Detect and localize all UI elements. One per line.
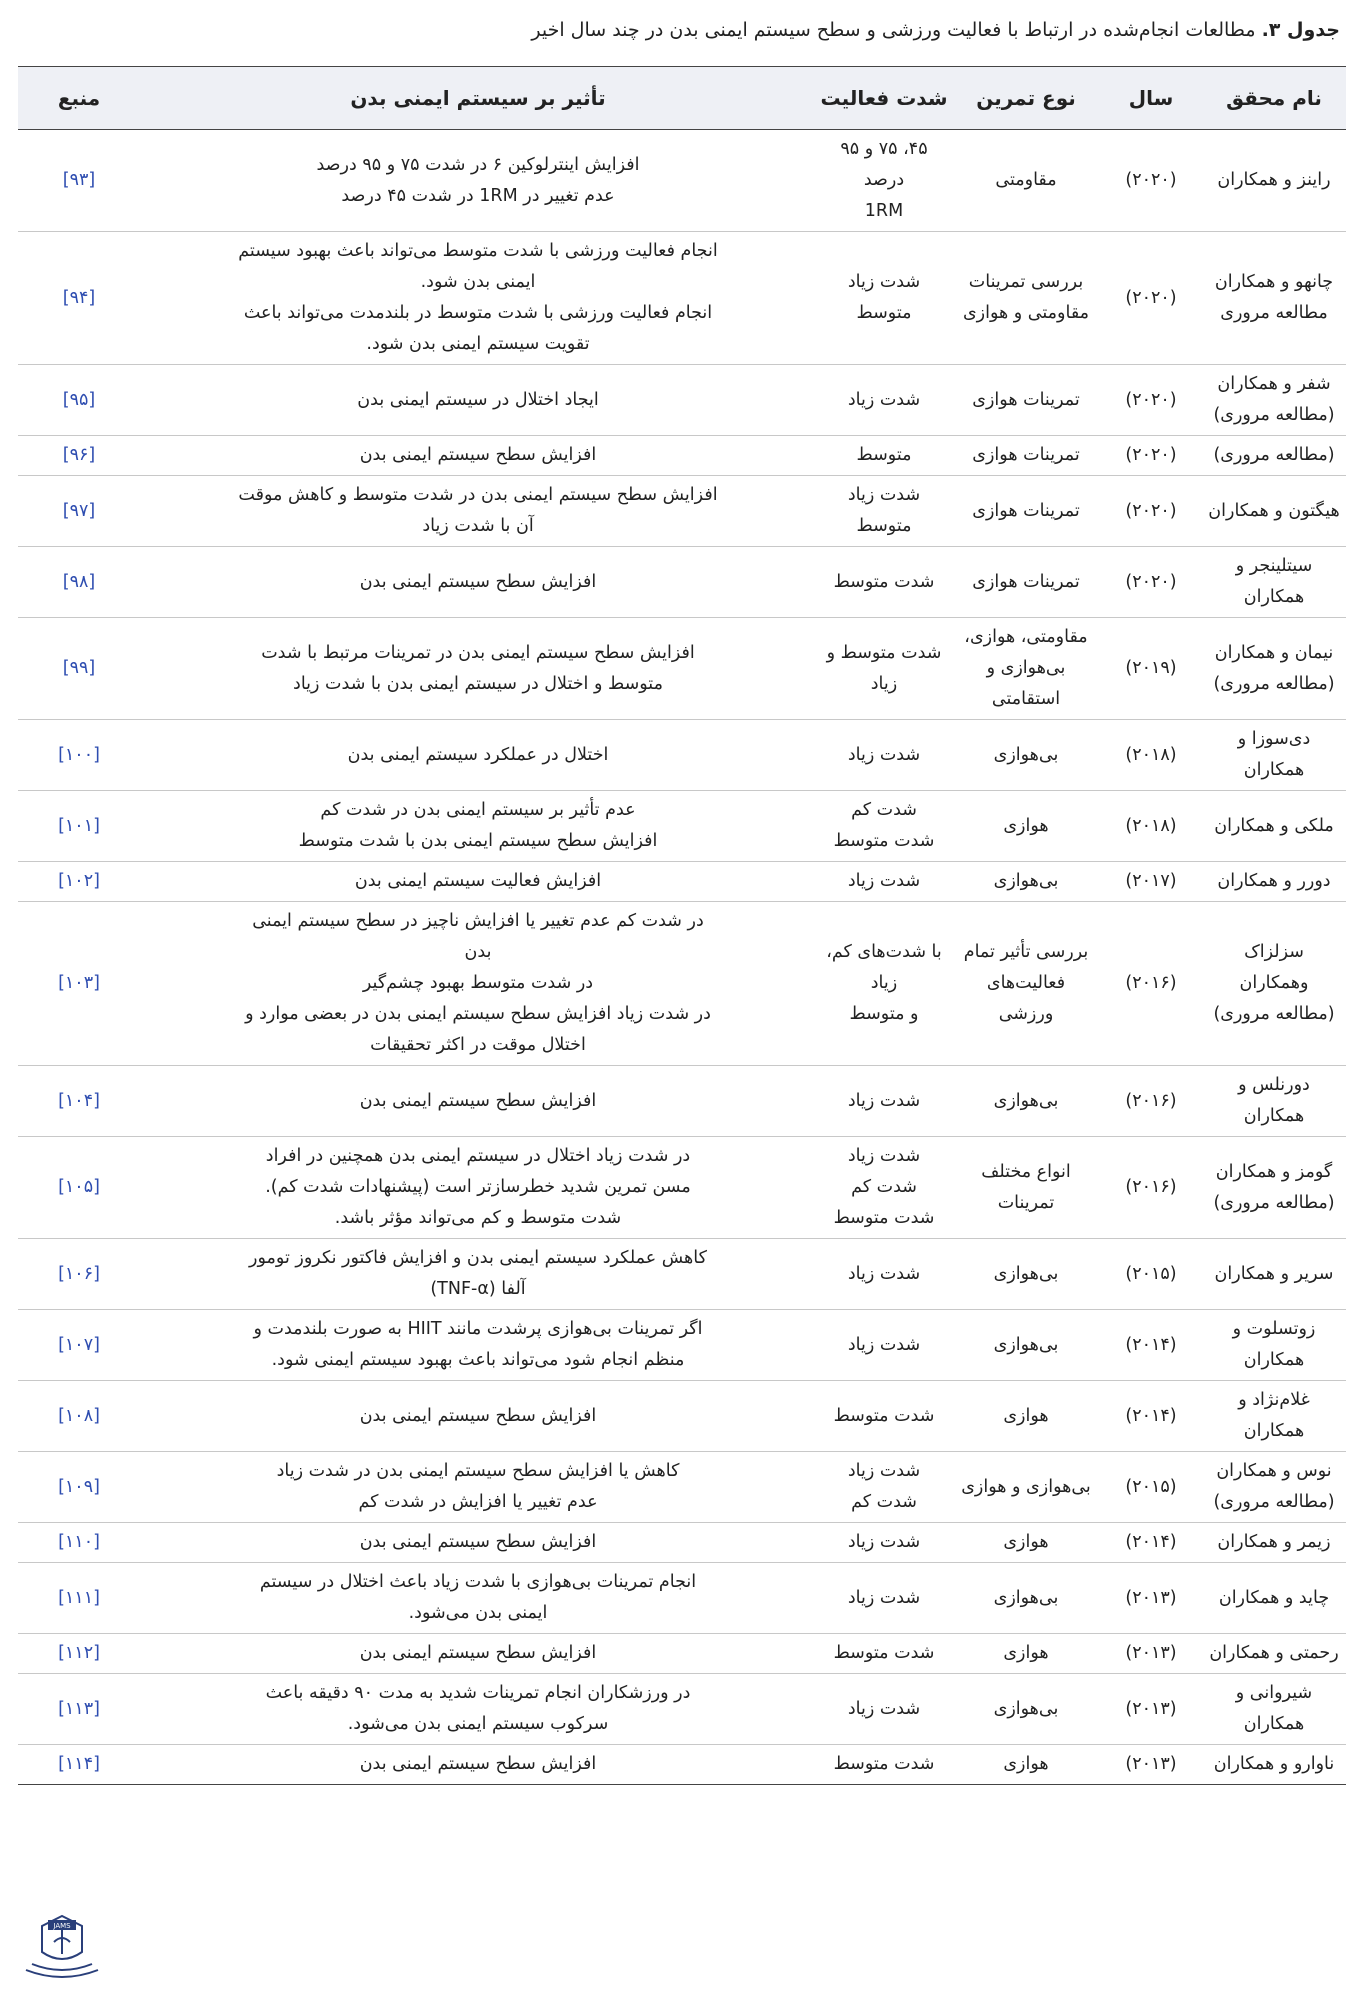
cell-year: (۲۰۲۰) [1100,232,1202,365]
cell-year: (۲۰۱۶) [1100,1137,1202,1239]
cell-exercise-type: بی‌هوازی [952,1066,1100,1137]
cell-year: (۲۰۲۰) [1100,547,1202,618]
cell-exercise-type: تمرینات هوازی [952,547,1100,618]
cell-intensity: ۴۵، ۷۵ و ۹۵ درصد 1RM [816,130,952,232]
table-row [18,547,1346,618]
cell-intensity: شدت زیاد [816,720,952,791]
cell-researcher: ملکی و همکاران [1202,791,1346,862]
reference-link[interactable]: [۱۰۱] [18,791,140,862]
reference-link[interactable]: [۱۱۴] [18,1745,140,1785]
cell-year: (۲۰۱۵) [1100,1239,1202,1310]
cell-exercise-type: بی‌هوازی [952,720,1100,791]
cell-year: (۲۰۱۳) [1100,1745,1202,1785]
journal-emblem-icon [18,1912,106,1986]
header-exercise-type: نوع تمرین [952,67,1100,130]
table-row [18,232,1346,365]
cell-intensity: شدت زیاد [816,1310,952,1381]
table-row [18,1674,1346,1745]
cell-researcher: گومز و همکاران (مطالعه مروری) [1202,1137,1346,1239]
header-immune-effect: تأثیر بر سیستم ایمنی بدن [140,67,816,130]
cell-year: (۲۰۱۴) [1100,1310,1202,1381]
studies-table [18,66,1346,1785]
reference-link[interactable]: [۱۱۲] [18,1634,140,1674]
cell-year: (۲۰۱۸) [1100,791,1202,862]
cell-immune-effect: افزایش اینترلوکین ۶ در شدت ۷۵ و ۹۵ درصد عدم تغییر در 1RM در شدت ۴۵ درصد [140,130,816,232]
table-row [18,1745,1346,1785]
table-row [18,1634,1346,1674]
reference-link[interactable]: [۹۴] [18,232,140,365]
cell-researcher: چانهو و همکاران مطالعه مروری [1202,232,1346,365]
cell-researcher: دورر و همکاران [1202,862,1346,902]
reference-link[interactable]: [۱۱۰] [18,1523,140,1563]
cell-intensity: شدت زیاد متوسط [816,476,952,547]
cell-intensity: شدت زیاد شدت کم [816,1452,952,1523]
table-row [18,1563,1346,1634]
cell-year: (۲۰۲۰) [1100,436,1202,476]
cell-intensity: شدت متوسط و زیاد [816,618,952,720]
cell-exercise-type: بی‌هوازی [952,1239,1100,1310]
cell-researcher: دورنلس و همکاران [1202,1066,1346,1137]
cell-intensity: شدت زیاد [816,1066,952,1137]
cell-immune-effect: افزایش سطح سیستم ایمنی بدن [140,1381,816,1452]
cell-exercise-type: بررسی تأثیر تمام فعالیت‌های ورزشی [952,902,1100,1066]
cell-immune-effect: افزایش سطح سیستم ایمنی بدن [140,547,816,618]
cell-immune-effect: ایجاد اختلال در سیستم ایمنی بدن [140,365,816,436]
cell-exercise-type: تمرینات هوازی [952,436,1100,476]
cell-year: (۲۰۱۷) [1100,862,1202,902]
cell-exercise-type: هوازی [952,791,1100,862]
logo-text: JAMS [53,1922,71,1930]
cell-intensity: با شدت‌های کم، زیاد و متوسط [816,902,952,1066]
reference-link[interactable]: [۹۶] [18,436,140,476]
table-row [18,902,1346,1066]
cell-exercise-type: تمرینات هوازی [952,476,1100,547]
cell-year: (۲۰۱۸) [1100,720,1202,791]
header-year: سال [1100,67,1202,130]
caption-label: جدول ۳. [1261,19,1340,41]
cell-immune-effect: عدم تأثیر بر سیستم ایمنی بدن در شدت کم افزایش سطح سیستم ایمنی بدن با شدت متوسط [140,791,816,862]
cell-researcher: نوس و همکاران (مطالعه مروری) [1202,1452,1346,1523]
cell-year: (۲۰۱۵) [1100,1452,1202,1523]
cell-exercise-type: هوازی [952,1745,1100,1785]
cell-year: (۲۰۱۳) [1100,1634,1202,1674]
cell-exercise-type: بی‌هوازی [952,1674,1100,1745]
cell-year: (۲۰۱۹) [1100,618,1202,720]
cell-intensity: متوسط [816,436,952,476]
table-row [18,720,1346,791]
table-row [18,1523,1346,1563]
cell-immune-effect: افزایش سطح سیستم ایمنی بدن [140,1745,816,1785]
cell-year: (۲۰۱۶) [1100,902,1202,1066]
reference-link[interactable]: [۹۵] [18,365,140,436]
cell-intensity: شدت زیاد متوسط [816,232,952,365]
table-body [18,130,1346,1785]
cell-immune-effect: افزایش سطح سیستم ایمنی بدن [140,436,816,476]
reference-link[interactable]: [۱۰۷] [18,1310,140,1381]
header-intensity: شدت فعالیت [816,67,952,130]
table-row [18,1239,1346,1310]
cell-intensity: شدت زیاد [816,1239,952,1310]
cell-researcher: سزلزاک وهمکاران (مطالعه مروری) [1202,902,1346,1066]
cell-exercise-type: بی‌هوازی و هوازی [952,1452,1100,1523]
reference-link[interactable]: [۱۰۰] [18,720,140,791]
cell-immune-effect: اختلال در عملکرد سیستم ایمنی بدن [140,720,816,791]
cell-immune-effect: انجام فعالیت ورزشی با شدت متوسط می‌تواند باعث بهبود سیستم ایمنی بدن شود. انجام فعالیت ورزشی با شدت متوسط در بلندمدت می‌تواند باعث تقویت سیستم ایمنی بدن شود. [140,232,816,365]
cell-intensity: شدت زیاد [816,862,952,902]
cell-immune-effect: افزایش سطح سیستم ایمنی بدن [140,1634,816,1674]
cell-immune-effect: کاهش یا افزایش سطح سیستم ایمنی بدن در شدت زیاد عدم تغییر یا افزایش در شدت کم [140,1452,816,1523]
cell-exercise-type: بی‌هوازی [952,1310,1100,1381]
table-row [18,1381,1346,1452]
cell-year: (۲۰۱۳) [1100,1674,1202,1745]
cell-immune-effect: افزایش سطح سیستم ایمنی بدن [140,1523,816,1563]
reference-link[interactable]: [۱۰۴] [18,1066,140,1137]
cell-researcher: غلام‌نژاد و همکاران [1202,1381,1346,1452]
table-row [18,1452,1346,1523]
table-row [18,436,1346,476]
reference-link[interactable]: [۱۰۲] [18,862,140,902]
cell-immune-effect: کاهش عملکرد سیستم ایمنی بدن و افزایش فاکتور نکروز تومور آلفا (TNF-α) [140,1239,816,1310]
table-header-row [18,67,1346,130]
cell-immune-effect: افزایش فعالیت سیستم ایمنی بدن [140,862,816,902]
table-row [18,1066,1346,1137]
cell-researcher: سریر و همکاران [1202,1239,1346,1310]
reference-link[interactable]: [۹۹] [18,618,140,720]
cell-immune-effect: انجام تمرینات بی‌هوازی با شدت زیاد باعث اختلال در سیستم ایمنی بدن می‌شود. [140,1563,816,1634]
cell-intensity: شدت متوسط [816,1745,952,1785]
cell-intensity: شدت زیاد [816,365,952,436]
table-row [18,130,1346,232]
cell-immune-effect: در ورزشکاران انجام تمرینات شدید به مدت ۹۰ دقیقه باعث سرکوب سیستم ایمنی بدن می‌شود. [140,1674,816,1745]
reference-link[interactable]: [۹۸] [18,547,140,618]
cell-researcher: زوتسلوت و همکاران [1202,1310,1346,1381]
cell-immune-effect: در شدت کم عدم تغییر یا افزایش ناچیز در سطح سیستم ایمنی بدن در شدت متوسط بهبود چشم‌گیر در شدت زیاد افزایش سطح سیستم ایمنی بدن در بعضی موارد و اختلال موقت در اکثر تحقیقات [140,902,816,1066]
cell-exercise-type: هوازی [952,1523,1100,1563]
table-caption [20,16,1340,44]
cell-exercise-type: هوازی [952,1381,1100,1452]
table-row [18,1310,1346,1381]
cell-researcher: چاید و همکاران [1202,1563,1346,1634]
cell-exercise-type: تمرینات هوازی [952,365,1100,436]
cell-researcher: شفر و همکاران (مطالعه مروری) [1202,365,1346,436]
reference-link[interactable]: [۱۰۹] [18,1452,140,1523]
reference-link[interactable]: [۱۰۳] [18,902,140,1066]
cell-exercise-type: هوازی [952,1634,1100,1674]
reference-link[interactable]: [۹۷] [18,476,140,547]
cell-immune-effect: افزایش سطح سیستم ایمنی بدن [140,1066,816,1137]
cell-year: (۲۰۲۰) [1100,476,1202,547]
cell-researcher: نیمان و همکاران (مطالعه مروری) [1202,618,1346,720]
cell-researcher: رحمتی و همکاران [1202,1634,1346,1674]
cell-researcher: شیروانی و همکاران [1202,1674,1346,1745]
cell-intensity: شدت زیاد [816,1563,952,1634]
cell-year: (۲۰۱۶) [1100,1066,1202,1137]
cell-intensity: شدت متوسط [816,1381,952,1452]
cell-intensity: شدت متوسط [816,1634,952,1674]
cell-exercise-type: بی‌هوازی [952,862,1100,902]
cell-intensity: شدت زیاد شدت کم شدت متوسط [816,1137,952,1239]
reference-link[interactable]: [۱۱۱] [18,1563,140,1634]
cell-year: (۲۰۱۴) [1100,1523,1202,1563]
cell-exercise-type: مقاومتی [952,130,1100,232]
cell-immune-effect: افزایش سطح سیستم ایمنی بدن در شدت متوسط و کاهش موقت آن با شدت زیاد [140,476,816,547]
cell-researcher: هیگتون و همکاران [1202,476,1346,547]
reference-link[interactable]: [۱۱۳] [18,1674,140,1745]
cell-intensity: شدت متوسط [816,547,952,618]
cell-exercise-type: بررسی تمرینات مقاومتی و هوازی [952,232,1100,365]
cell-researcher: (مطالعه مروری) [1202,436,1346,476]
cell-year: (۲۰۱۳) [1100,1563,1202,1634]
cell-immune-effect: در شدت زیاد اختلال در سیستم ایمنی بدن همچنین در افراد مسن تمرین شدید خطرسازتر است (پیشنهادات شدت کم). شدت متوسط و کم می‌تواند مؤثر باشد. [140,1137,816,1239]
cell-exercise-type: انواع مختلف تمرینات [952,1137,1100,1239]
header-source: منبع [18,67,140,130]
table-row [18,1137,1346,1239]
cell-year: (۲۰۲۰) [1100,365,1202,436]
table-row [18,862,1346,902]
reference-link[interactable]: [۱۰۶] [18,1239,140,1310]
cell-intensity: شدت زیاد [816,1674,952,1745]
reference-link[interactable]: [۱۰۵] [18,1137,140,1239]
table-row [18,476,1346,547]
cell-year: (۲۰۱۴) [1100,1381,1202,1452]
cell-exercise-type: مقاومتی، هوازی، بی‌هوازی و استقامتی [952,618,1100,720]
reference-link[interactable]: [۱۰۸] [18,1381,140,1452]
table-row [18,791,1346,862]
cell-researcher: دی‌سوزا و همکاران [1202,720,1346,791]
cell-researcher: زیمر و همکاران [1202,1523,1346,1563]
cell-researcher: راینز و همکاران [1202,130,1346,232]
cell-researcher: ناوارو و همکاران [1202,1745,1346,1785]
cell-intensity: شدت کم شدت متوسط [816,791,952,862]
caption-text: مطالعات انجام‌شده در ارتباط با فعالیت ورزشی و سطح سیستم ایمنی بدن در چند سال اخیر [531,19,1262,41]
cell-immune-effect: افزایش سطح سیستم ایمنی بدن در تمرینات مرتبط با شدت متوسط و اختلال در سیستم ایمنی بدن با شدت زیاد [140,618,816,720]
table-row [18,365,1346,436]
cell-exercise-type: بی‌هوازی [952,1563,1100,1634]
cell-year: (۲۰۲۰) [1100,130,1202,232]
reference-link[interactable]: [۹۳] [18,130,140,232]
table-row [18,618,1346,720]
cell-researcher: سیتلینجر و همکاران [1202,547,1346,618]
cell-intensity: شدت زیاد [816,1523,952,1563]
header-researcher: نام محقق [1202,67,1346,130]
cell-immune-effect: اگر تمرینات بی‌هوازی پرشدت مانند HIIT به صورت بلندمدت و منظم انجام شود می‌تواند باعث بهبود سیستم ایمنی شود. [140,1310,816,1381]
